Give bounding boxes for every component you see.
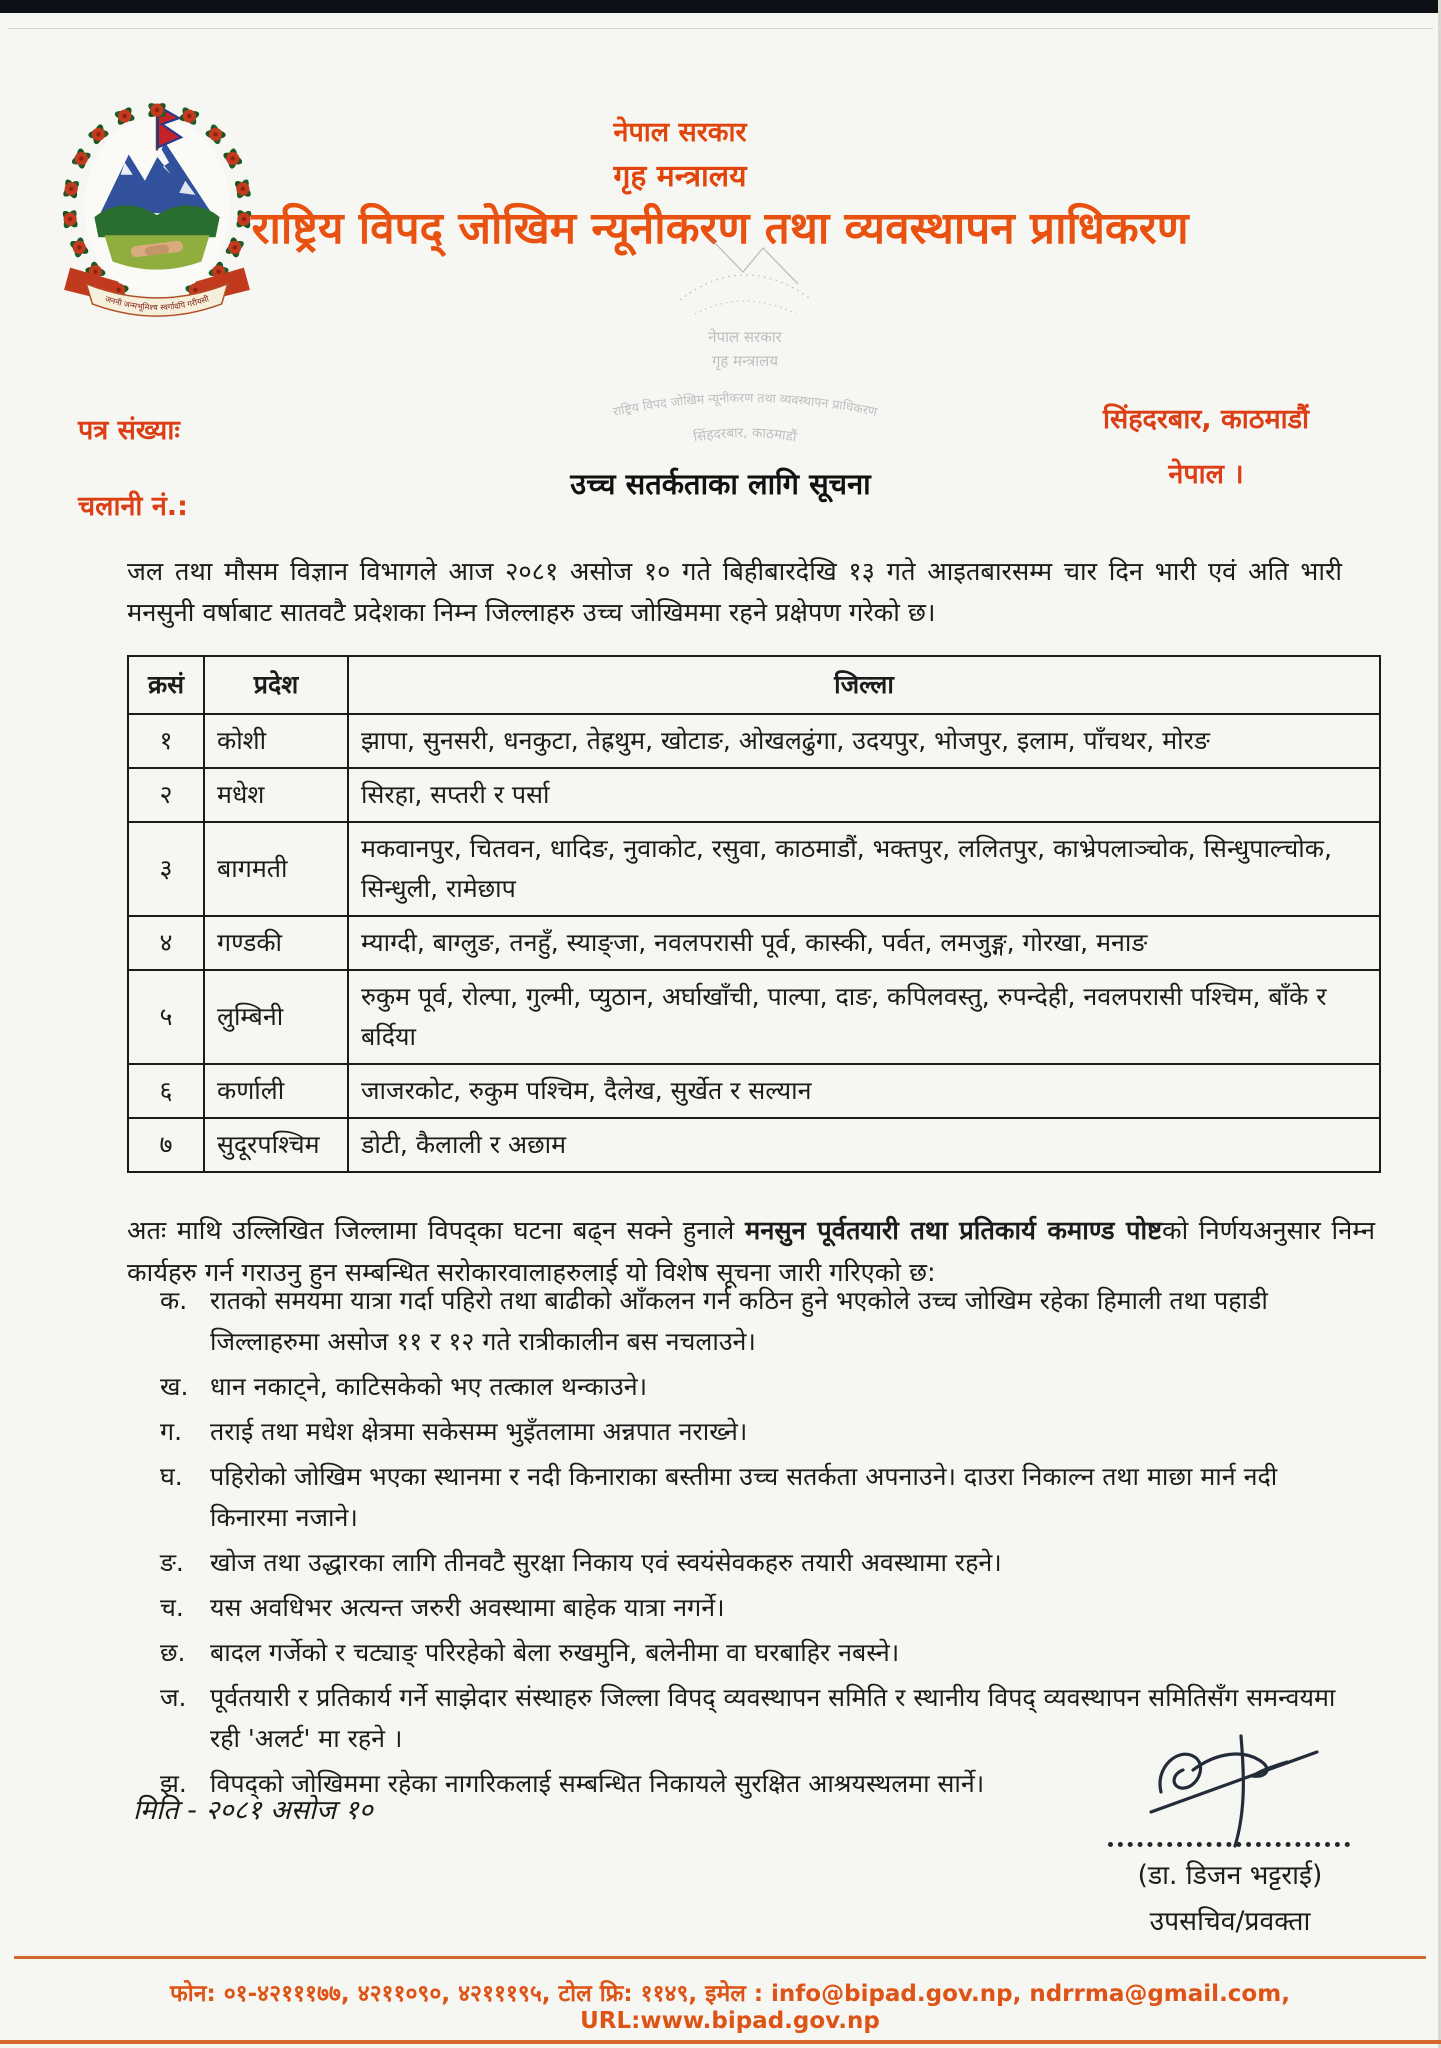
list-item <box>160 1456 1360 1538</box>
cell-districts: सिरहा, सप्तरी र पर्सा <box>348 768 1380 822</box>
cell-districts: जाजरकोट, रुकुम पश्चिम, दैलेख, सुर्खेत र सल्यान <box>348 1064 1380 1118</box>
cell-sn: ५ <box>128 970 204 1064</box>
cell-sn: ४ <box>128 916 204 970</box>
table-row <box>128 822 1380 916</box>
cell-districts: झापा, सुनसरी, धनकुटा, तेह्रथुम, खोटाङ, ओखलढुंगा, उदयपुर, भोजपुर, इलाम, पाँचथर, मोरङ <box>348 714 1380 768</box>
list-item-text: तराई तथा मधेश क्षेत्रमा सकेसम्म भुइँतलामा अन्नपात नराख्ने। <box>210 1417 748 1446</box>
list-item <box>160 1366 1360 1407</box>
cell-districts: डोटी, कैलाली र अछाम <box>348 1118 1380 1172</box>
scan-hairline <box>8 28 1433 29</box>
scan-edge-top <box>0 0 1441 13</box>
table-row <box>128 768 1380 822</box>
notice-title: उच्च सतर्कताका लागि सूचना <box>570 467 871 501</box>
authority-title: राष्ट्रिय विपद् जोखिम न्यूनीकरण तथा व्यवस्थापन प्राधिकरण <box>251 203 1189 254</box>
list-item-label: च. <box>160 1593 184 1622</box>
stamp-line-4: सिंहदरबार, काठमाडौं <box>692 424 798 446</box>
column-header-sn: क्रसं <box>128 656 204 714</box>
list-item-label: छ. <box>160 1638 186 1667</box>
directive-bold: मनसुन पूर्वतयारी तथा प्रतिकार्य कमाण्ड पोष्ट <box>745 1216 1163 1246</box>
table-header-row <box>128 656 1380 714</box>
signatory-name: (डा. डिजन भट्टराई) <box>1137 1860 1323 1891</box>
list-item-label: घ. <box>160 1462 183 1491</box>
table-row <box>128 916 1380 970</box>
districts-table <box>127 655 1381 1173</box>
cell-sn: १ <box>128 714 204 768</box>
list-item <box>160 1411 1360 1452</box>
cell-province: लुम्बिनी <box>204 970 348 1064</box>
address-line-1: सिंहदरबार, काठमाडौं <box>1102 404 1310 435</box>
office-stamp <box>560 228 930 453</box>
list-item-label: क. <box>160 1286 188 1315</box>
government-title: नेपाल सरकार <box>613 117 747 148</box>
address-line-2: नेपाल । <box>1168 459 1244 490</box>
ref-number-label: पत्र संख्याः <box>78 415 180 446</box>
table-row <box>128 970 1380 1064</box>
signature-dotted-line <box>1108 1820 1350 1847</box>
cell-districts: म्याग्दी, बाग्लुङ, तनहुँ, स्याङ्जा, नवलपरासी पूर्व, कास्की, पर्वत, लमजुङ्ग, गोरखा, मनाङ <box>348 916 1380 970</box>
table-row <box>128 1064 1380 1118</box>
dispatch-number-label: चलानी नं.: <box>78 491 188 522</box>
table-row <box>128 714 1380 768</box>
list-item <box>160 1587 1360 1628</box>
stamp-line-1: नेपाल सरकार <box>708 328 782 346</box>
list-item-text: खोज तथा उद्धारका लागि तीनवटै सुरक्षा निकाय एवं स्वयंसेवकहरु तयारी अवस्थामा रहने। <box>210 1548 1002 1577</box>
intro-paragraph: जल तथा मौसम विज्ञान विभागले आज २०८१ असोज १० गते बिहीबारदेखि १३ गते आइतबारसम्म चार दिन भारी एवं अति भारी मनसुनी वर्षाबाट सातवटै प्रदेशका निम्न जिल्लाहरु उच्च जोखिममा रहने प्रक्षेपण गरेको छ। <box>127 557 1342 629</box>
cell-province: सुदूरपश्चिम <box>204 1118 348 1172</box>
list-item-text: पूर्वतयारी र प्रतिकार्य गर्ने साझेदार संस्थाहरु जिल्ला विपद् व्यवस्थापन समिति र स्थानीय विपद् व्यवस्थापन समितिसँग समन्वयमा रही 'अलर्ट' मा रहने । <box>210 1683 1336 1753</box>
cell-province: मधेश <box>204 768 348 822</box>
stamp-line-3: राष्ट्रिय विपद जोखिम न्यूनीकरण तथा व्यवस्थापन प्राधिकरण <box>611 389 879 420</box>
list-item-label: ग. <box>160 1417 183 1446</box>
list-item-label: झ. <box>160 1769 187 1798</box>
table-row <box>128 1118 1380 1172</box>
list-item-text: विपद्को जोखिममा रहेका नागरिकलाई सम्बन्धित निकायले सुरक्षित आश्रयस्थलमा सार्ने। <box>210 1769 985 1798</box>
action-list <box>160 1280 1360 1808</box>
footer-rule-top <box>14 1956 1426 1959</box>
cell-province: कर्णाली <box>204 1064 348 1118</box>
list-item-text: बादल गर्जेको र चट्याङ् परिरहेको बेला रुखमुनि, बलेनीमा वा घरबाहिर नबस्ने। <box>210 1638 900 1667</box>
cell-sn: ३ <box>128 822 204 916</box>
list-item <box>160 1542 1360 1583</box>
directive-suffix: को निर्णयअनुसार निम्न कार्यहरु गर्न गराउनु हुन सम्बन्धित सरोकारवालाहरुलाई यो विशेष सूचना जारी गरिएको छ: <box>127 1216 1376 1289</box>
cell-sn: २ <box>128 768 204 822</box>
list-item-text: रातको समयमा यात्रा गर्दा पहिरो तथा बाढीको आँकलन गर्न कठिन हुने भएकोले उच्च जोखिम रहेका हिमाली तथा पहाडी जिल्लाहरुमा असोज ११ र १२ गते रात्रीकालीन बस नचलाउने। <box>210 1286 1268 1356</box>
date-line: मिति - २०८१ असोज १० <box>133 1795 373 1826</box>
ministry-title: गृह मन्त्रालय <box>613 159 747 194</box>
list-item <box>160 1632 1360 1673</box>
cell-province: गण्डकी <box>204 916 348 970</box>
list-item-label: ख. <box>160 1372 189 1401</box>
cell-districts: मकवानपुर, चितवन, धादिङ, नुवाकोट, रसुवा, काठमाडौं, भक्तपुर, ललितपुर, काभ्रेपलाञ्चोक, सिन्धुपाल्चोक, सिन्धुली, रामेछाप <box>348 822 1380 916</box>
list-item-text: यस अवधिभर अत्यन्त जरुरी अवस्थामा बाहेक यात्रा नगर्ने। <box>210 1593 725 1622</box>
cell-province: बागमती <box>204 822 348 916</box>
column-header-province: प्रदेश <box>204 656 348 714</box>
cell-sn: ६ <box>128 1064 204 1118</box>
list-item-text: पहिरोको जोखिम भएका स्थानमा र नदी किनाराका बस्तीमा उच्च सतर्कता अपनाउने। दाउरा निकाल्न तथा माछा मार्न नदी किनारमा नजाने। <box>210 1462 1278 1532</box>
footer-contact-line: फोन: ०१-४२१११७७, ४२११०९०, ४२१११९५, टोल फ्रि: ११४९, इमेल : info@bipad.gov.np, ndrrma@gmail.com, URL:www.bipad.gov.np <box>170 1981 1290 2034</box>
cell-sn: ७ <box>128 1118 204 1172</box>
list-item-label: ङ. <box>160 1548 184 1577</box>
stamp-line-2: गृह मन्त्रालय <box>711 352 779 370</box>
signatory-role: उपसचिव/प्रवक्ता <box>1149 1906 1311 1937</box>
directive-prefix: अतः माथि उल्लिखित जिल्लामा विपद्का घटना बढ्न सक्ने हुनाले <box>127 1216 746 1246</box>
cell-districts: रुकुम पूर्व, रोल्पा, गुल्मी, प्युठान, अर्घाखाँची, पाल्पा, दाङ, कपिलवस्तु, रुपन्देही, नवलपरासी पश्चिम, बाँके र बर्दिया <box>348 970 1380 1064</box>
column-header-district: जिल्ला <box>348 656 1380 714</box>
cell-province: कोशी <box>204 714 348 768</box>
list-item-text: धान नकाट्ने, काटिसकेको भए तत्काल थन्काउने। <box>210 1372 648 1401</box>
list-item <box>160 1280 1360 1362</box>
emblem-motto: जननी जन्मभूमिश्च स्वर्गादपि गरीयसी <box>103 293 211 313</box>
list-item-label: ज. <box>160 1683 187 1712</box>
footer-rule-bottom <box>0 2040 1441 2044</box>
